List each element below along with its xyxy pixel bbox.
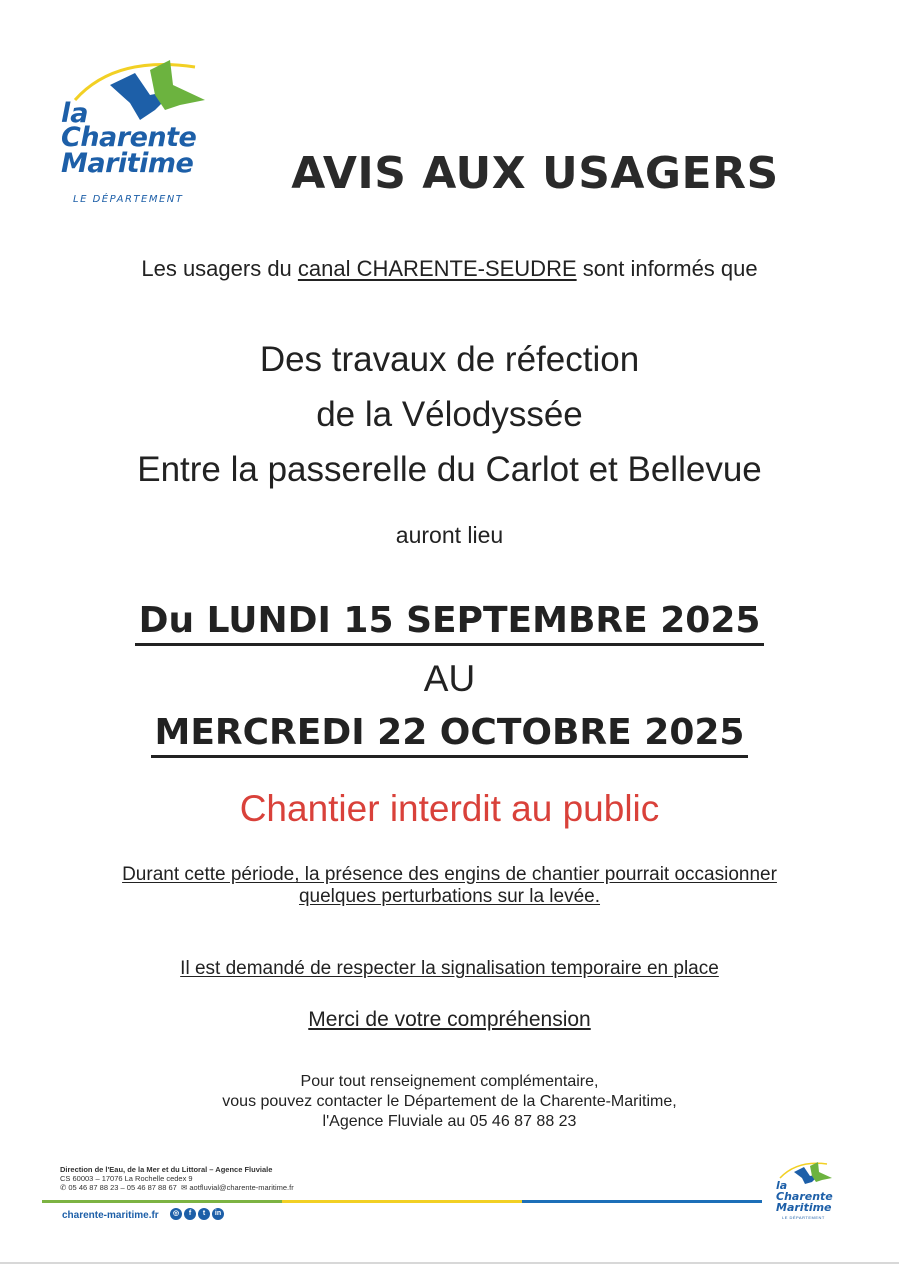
works-line-1: Des travaux de réfection [259,340,640,379]
mail-icon: ✉ [181,1183,188,1192]
footer-postal: CS 60003 – 17076 La Rochelle cedex 9 [60,1174,193,1183]
site-closed-warning: Chantier interdit au public [239,788,660,829]
auront-lieu-text: auront lieu [395,522,504,548]
intro-text [0,256,899,282]
footer-bar-yellow [282,1200,522,1203]
footer-org: Direction de l'Eau, de la Mer et du Littoral – Agence Fluviale [60,1165,273,1174]
phone-icon: ✆ [60,1183,67,1192]
notice-title: AVIS AUX USAGERS [291,148,779,199]
intro-before: Les usagers du [141,256,298,281]
footer-bar-blue [522,1200,762,1203]
signalisation-notice [0,958,899,980]
instagram-icon[interactable]: ◎ [170,1208,182,1220]
footer-address [60,1165,294,1192]
end-date [0,712,899,753]
logo-line-la: la [61,98,89,129]
canal-name: canal CHARENTE-SEUDRE [297,256,577,281]
footer-website-link[interactable]: charente-maritime.fr [62,1210,159,1221]
date-separator: AU [423,658,476,699]
logo-line-maritime: Maritime [61,148,194,179]
linkedin-icon[interactable]: in [212,1208,224,1220]
signalisation-notice-text: Il est demandé de respecter la signalisation temporaire en place [180,958,719,979]
logo-subtitle: LE DÉPARTEMENT [73,194,184,205]
footer-bar-green [42,1200,282,1203]
footer-email[interactable]: aotfluvial@charente-maritime.fr [189,1183,294,1192]
thanks-text [0,1008,899,1032]
period-notice [0,864,899,908]
logo-small-subtitle: LE DÉPARTEMENT [782,1215,825,1220]
period-notice-line-1: Durant cette période, la présence des engins de chantier pourrait occasionner [122,864,777,885]
facebook-icon[interactable]: f [184,1208,196,1220]
footer-phones: 05 46 87 88 23 – 05 46 87 88 67 [68,1183,177,1192]
period-notice-line-2: quelques perturbations sur la levée. [298,886,601,907]
thanks-text-content: Merci de votre compréhension [308,1008,591,1031]
works-line-3: Entre la passerelle du Carlot et Bellevue [137,450,762,489]
page-bottom-edge [0,1262,899,1264]
start-date-text: Du LUNDI 15 SEPTEMBRE 2025 [135,600,765,646]
works-line-2: de la Vélodyssée [316,395,583,434]
contact-line-3: l'Agence Fluviale au 05 46 87 88 23 [322,1113,577,1130]
department-logo-small [772,1160,842,1230]
end-date-text: MERCREDI 22 OCTOBRE 2025 [151,712,749,758]
logo-wordmark [61,98,197,179]
logo-small-charente: Charente [776,1190,833,1203]
logo-small-la: la [776,1179,788,1192]
start-date [0,600,899,641]
logo-line-charente: Charente [61,122,197,153]
twitter-icon[interactable]: t [198,1208,210,1220]
logo-small-wordmark [776,1180,833,1213]
contact-line-2: vous pouvez contacter le Département de la Charente-Maritime, [222,1093,677,1110]
contact-info [0,1072,899,1132]
logo-small-maritime: Maritime [776,1201,832,1214]
intro-after: sont informés que [576,256,758,281]
contact-line-1: Pour tout renseignement complémentaire, [300,1073,599,1090]
works-description [0,332,899,497]
department-logo [55,55,225,215]
